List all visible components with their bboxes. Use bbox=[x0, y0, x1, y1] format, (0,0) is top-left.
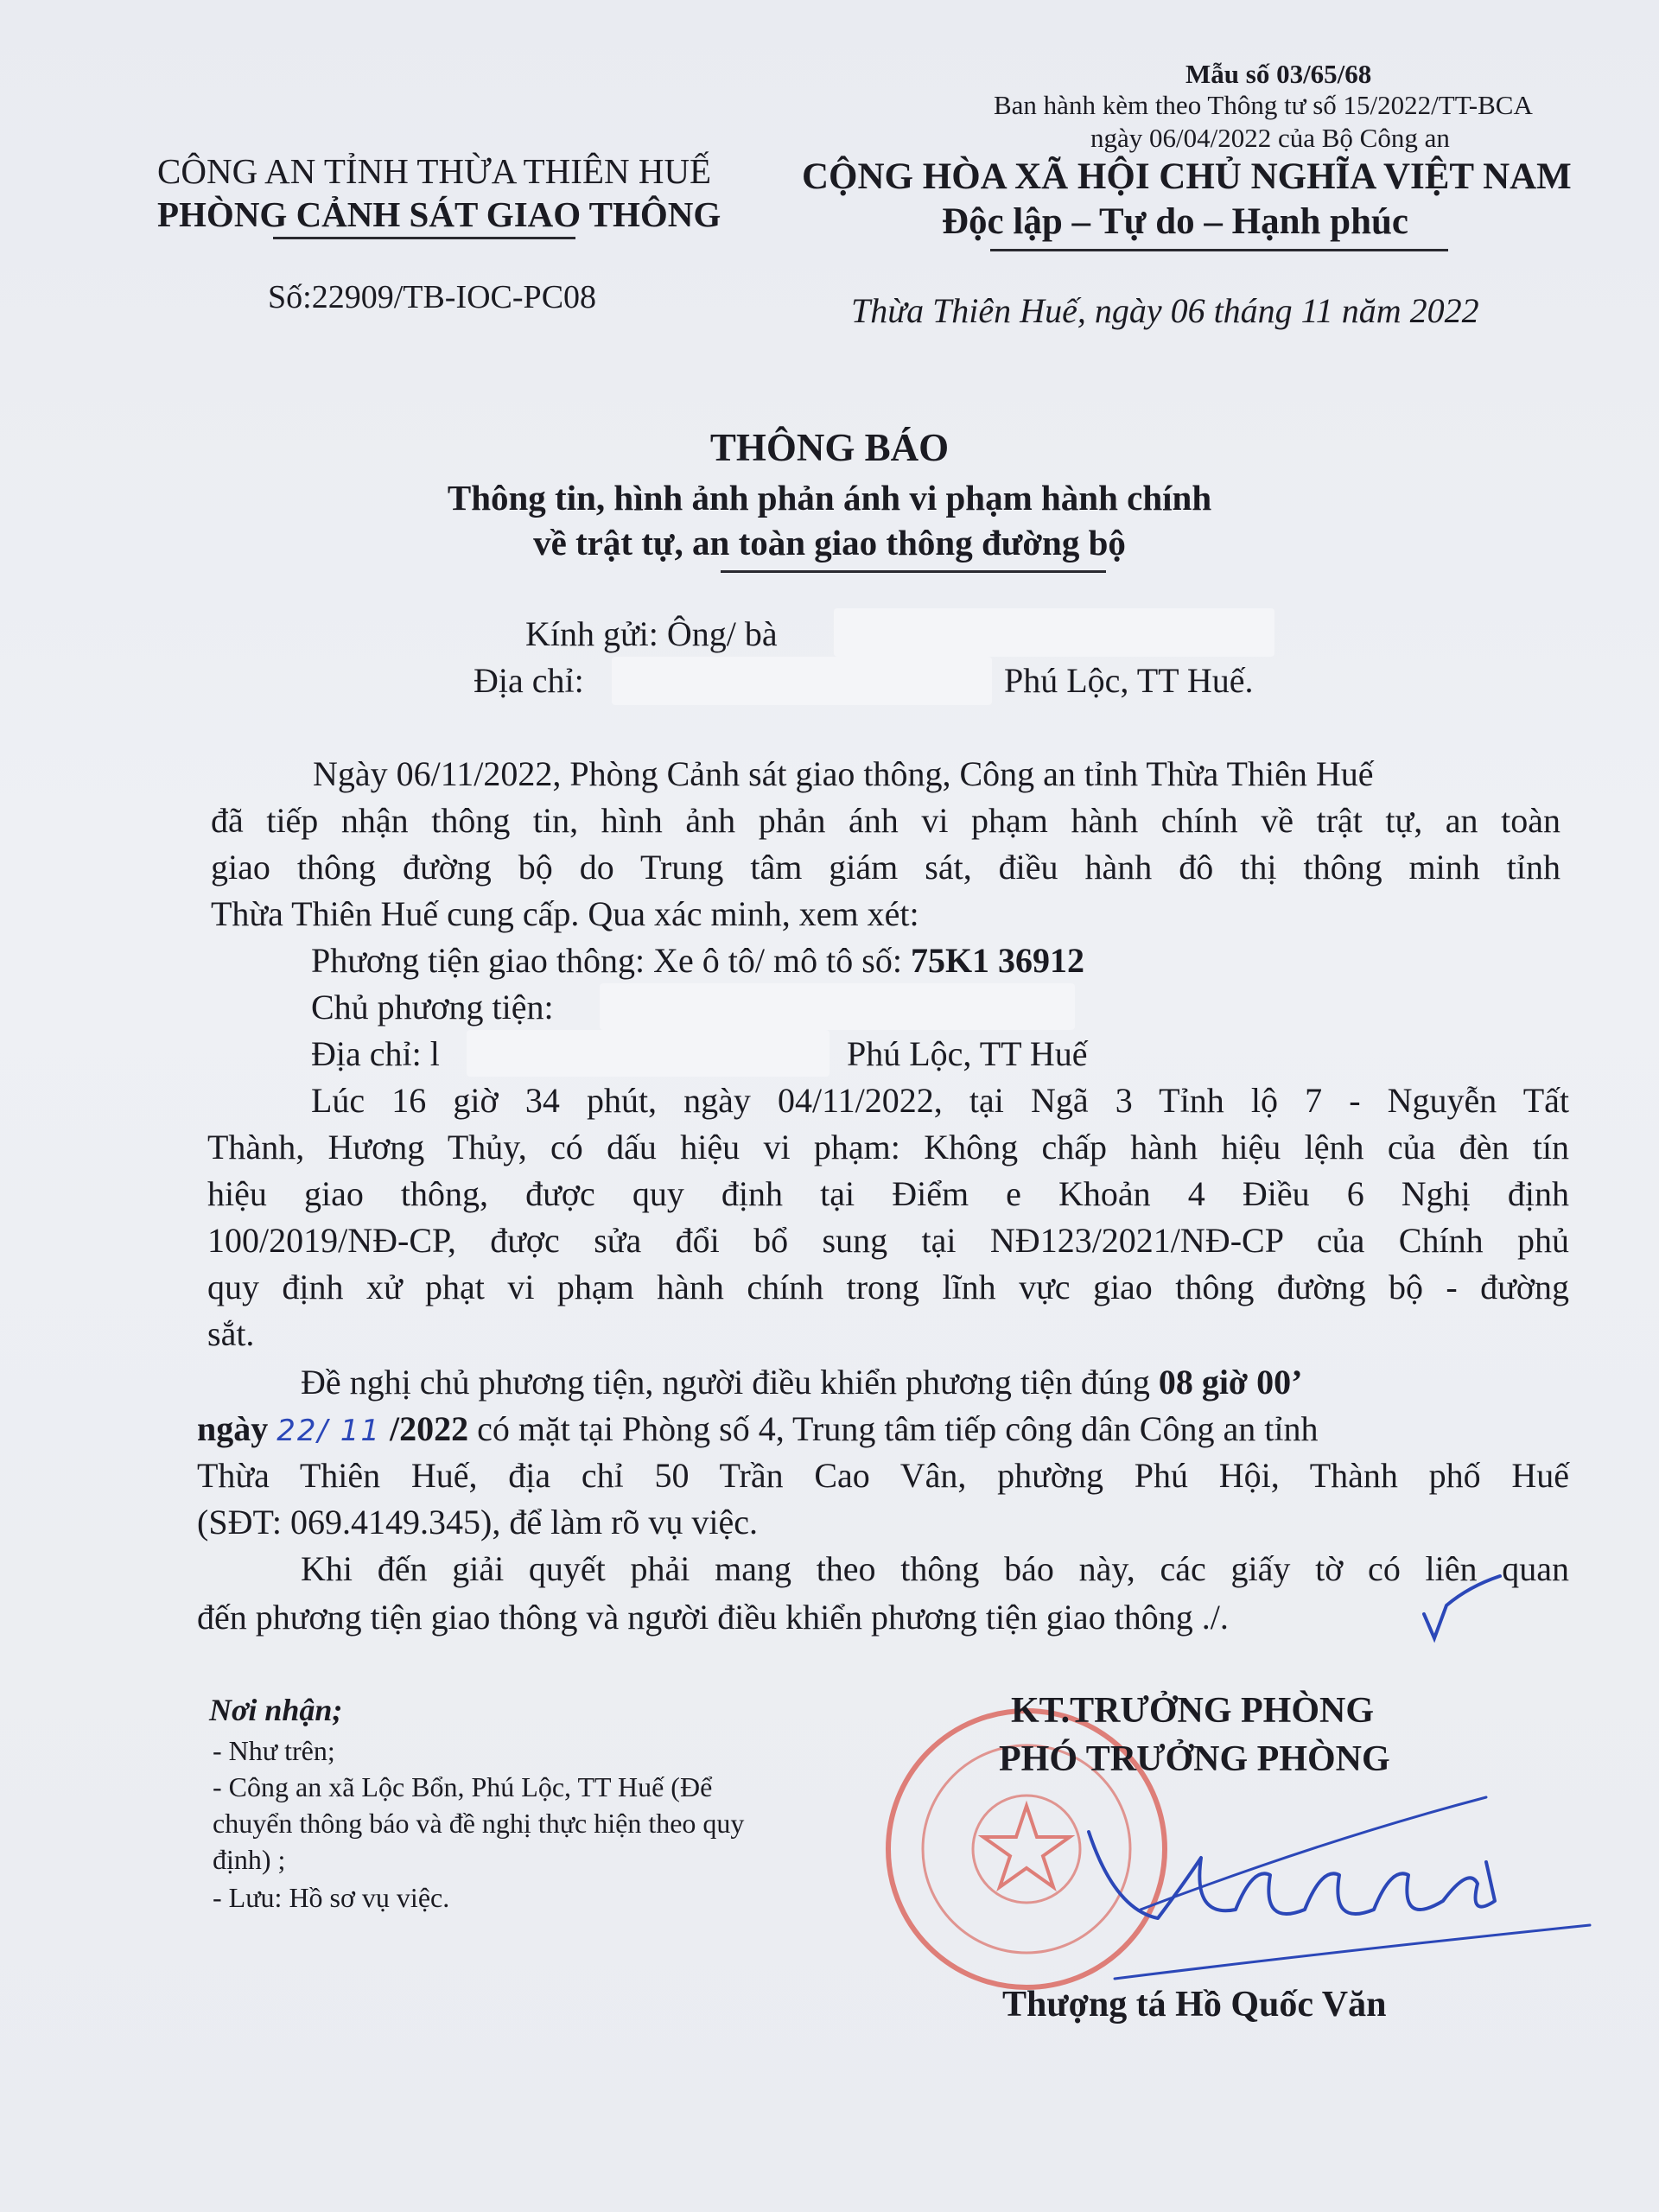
signer-name: Thượng tá Hồ Quốc Văn bbox=[1002, 1985, 1387, 2024]
document-number: Số:22909/TB-IOC-PC08 bbox=[268, 279, 597, 315]
document-title: THÔNG BÁO bbox=[709, 426, 950, 469]
recipients-title: Nơi nhận; bbox=[209, 1693, 343, 1727]
body-p3-line1 bbox=[301, 1362, 1302, 1402]
nation-name: CỘNG HÒA XÃ HỘI CHỦ NGHĨA VIỆT NAM bbox=[802, 156, 1572, 197]
owner-label: Chủ phương tiện: bbox=[311, 988, 554, 1027]
body-p2-line4: 100/2019/NĐ-CP, được sửa đổi bổ sung tại NĐ123/2021/NĐ-CP của Chính phủ bbox=[207, 1221, 1569, 1260]
document-subtitle-line2: về trật tự, an toàn giao thông đường bộ bbox=[533, 523, 1126, 563]
document-subtitle-line1: Thông tin, hình ảnh phản ánh vi phạm hành chính bbox=[447, 478, 1212, 518]
signature-title-line1: KT.TRƯỞNG PHÒNG bbox=[1011, 1691, 1374, 1731]
body-p1-line1: Ngày 06/11/2022, Phòng Cảnh sát giao thông, Công an tỉnh Thừa Thiên Huế bbox=[313, 754, 1374, 793]
recipient-address-locality: Phú Lộc, TT Huế. bbox=[1004, 661, 1254, 700]
recipient-address-label: Địa chỉ: bbox=[474, 661, 584, 700]
body-p1-line4: Thừa Thiên Huế cung cấp. Qua xác minh, xem xét: bbox=[211, 894, 919, 933]
nation-motto: Độc lập – Tự do – Hạnh phúc bbox=[942, 201, 1408, 242]
form-number: Mẫu số 03/65/68 bbox=[1185, 59, 1372, 89]
redacted-owner-name bbox=[600, 983, 1075, 1030]
vehicle-label: Phương tiện giao thông: Xe ô tô/ mô tô số: bbox=[311, 941, 911, 980]
body-p3-line2 bbox=[197, 1408, 1318, 1449]
agency-underline bbox=[273, 237, 575, 239]
redacted-recipient-name bbox=[834, 608, 1274, 657]
recipient-greeting: Kính gửi: Ông/ bà bbox=[525, 614, 778, 653]
owner-address-label: Địa chỉ: l bbox=[311, 1034, 440, 1073]
signature-title-line2: PHÓ TRƯỞNG PHÒNG bbox=[999, 1739, 1390, 1779]
redacted-recipient-address bbox=[612, 657, 992, 705]
agency-parent: CÔNG AN TỈNH THỪA THIÊN HUẾ bbox=[157, 151, 712, 191]
recipient-item: - Như trên; bbox=[213, 1735, 335, 1766]
motto-underline bbox=[990, 249, 1448, 251]
appointment-time: 08 giờ 00’ bbox=[1158, 1363, 1303, 1402]
agency-name: PHÒNG CẢNH SÁT GIAO THÔNG bbox=[157, 194, 721, 234]
body-p2-line6: sắt. bbox=[207, 1314, 255, 1353]
body-p2-line1: Lúc 16 giờ 34 phút, ngày 04/11/2022, tại Ngã 3 Tỉnh lộ 7 - Nguyễn Tất bbox=[311, 1081, 1569, 1120]
body-p3-line3: Thừa Thiên Huế, địa chỉ 50 Trần Cao Vân, phường Phú Hội, Thành phố Huế bbox=[197, 1456, 1569, 1495]
recipient-item: - Công an xã Lộc Bổn, Phú Lộc, TT Huế (Để bbox=[213, 1771, 713, 1802]
appointment-day-label: ngày bbox=[197, 1409, 277, 1448]
body-p1-line2: đã tiếp nhận thông tin, hình ảnh phản ánh vi phạm hành chính về trật tự, an toàn bbox=[211, 801, 1560, 840]
issued-with-line1: Ban hành kèm theo Thông tư số 15/2022/TT-BCA bbox=[994, 90, 1533, 120]
appointment-year: /2022 bbox=[381, 1409, 469, 1448]
handwritten-date: 22/ 11 bbox=[276, 1414, 382, 1448]
body-p3-line2-rest: có mặt tại Phòng số 4, Trung tâm tiếp công dân Công an tỉnh bbox=[468, 1409, 1319, 1448]
owner-address-locality: Phú Lộc, TT Huế bbox=[847, 1034, 1088, 1073]
body-p1-line3: giao thông đường bộ do Trung tâm giám sát, điều hành đô thị thông minh tỉnh bbox=[211, 848, 1560, 887]
vehicle-line bbox=[311, 940, 1084, 981]
recipient-item: - Lưu: Hồ sơ vụ việc. bbox=[213, 1882, 450, 1913]
body-p2-line2: Thành, Hương Thủy, có dấu hiệu vi phạm: Không chấp hành hiệu lệnh của đèn tín bbox=[207, 1128, 1569, 1166]
subtitle-underline bbox=[721, 570, 1106, 573]
vehicle-plate: 75K1 36912 bbox=[910, 941, 1085, 980]
place-date: Thừa Thiên Huế, ngày 06 tháng 11 năm 2022 bbox=[851, 291, 1479, 330]
body-p3-line4: (SĐT: 069.4149.345), để làm rõ vụ việc. bbox=[197, 1503, 759, 1541]
body-p2-line5: quy định xử phạt vi phạm hành chính trong lĩnh vực giao thông đường bộ - đường bbox=[207, 1268, 1569, 1306]
recipient-item: chuyển thông báo và đề nghị thực hiện theo quy bbox=[213, 1808, 745, 1839]
body-p4-line1: Khi đến giải quyết phải mang theo thông báo này, các giấy tờ có liên quan bbox=[301, 1549, 1569, 1588]
recipient-item: định) ; bbox=[213, 1844, 286, 1875]
body-p4-line2: đến phương tiện giao thông và người điều khiển phương tiện giao thông ./. bbox=[197, 1598, 1229, 1637]
body-p2-line3: hiệu giao thông, được quy định tại Điểm e Khoản 4 Điều 6 Nghị định bbox=[207, 1174, 1569, 1213]
issued-with-line2: ngày 06/04/2022 của Bộ Công an bbox=[1090, 123, 1450, 153]
handwritten-signature-icon bbox=[1063, 1780, 1616, 1987]
body-p3-line1-text: Đề nghị chủ phương tiện, người điều khiển phương tiện đúng bbox=[301, 1363, 1159, 1402]
handwritten-check-icon bbox=[1417, 1560, 1521, 1647]
redacted-owner-address bbox=[467, 1030, 830, 1077]
